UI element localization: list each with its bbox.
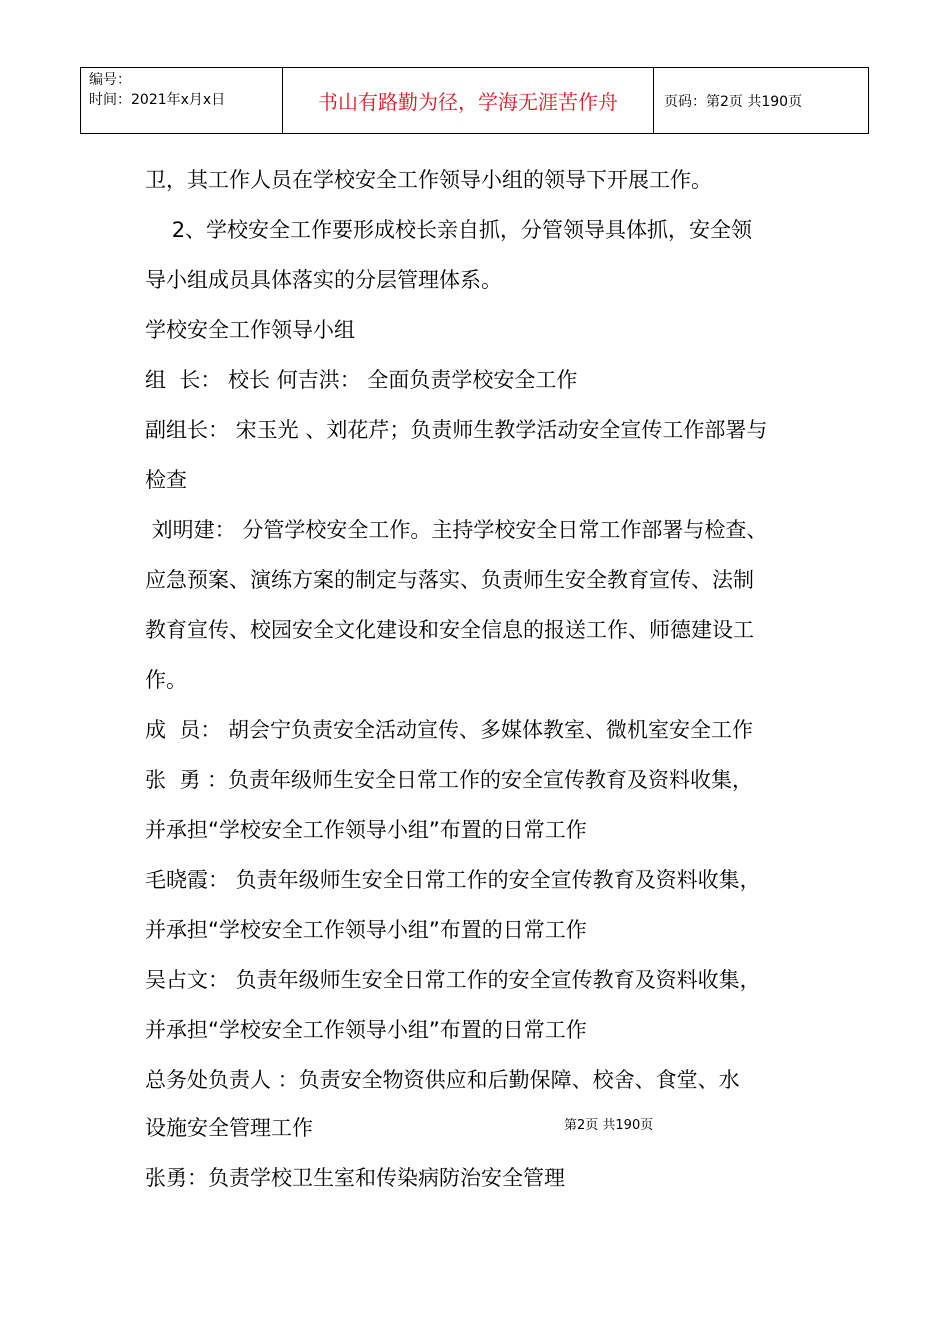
paragraph-line: 并承担“学校安全工作领导小组”布置的日常工作 bbox=[145, 818, 587, 842]
header-meta bbox=[81, 68, 283, 133]
paragraph-line: 卫，其工作人员在学校安全工作领导小组的领导下开展工作。 bbox=[145, 168, 712, 192]
page-footer-number: 第2页 共190页 bbox=[564, 1118, 654, 1133]
paragraph-line: 并承担“学校安全工作领导小组”布置的日常工作 bbox=[145, 1018, 587, 1042]
page-header bbox=[80, 67, 869, 134]
paragraph-line: 应急预案、演练方案的制定与落实、负责师生安全教育宣传、法制 bbox=[145, 568, 754, 592]
paragraph-line: 张 勇 ：负责年级师生安全日常工作的安全宣传教育及资料收集， bbox=[145, 768, 754, 792]
time-label: 时间：2021年x月x日 bbox=[89, 92, 226, 108]
paragraph-line: 作。 bbox=[145, 668, 187, 692]
paragraph-line: 刘明建： 分管学校安全工作。主持学校安全日常工作部署与检查、 bbox=[145, 518, 768, 542]
paragraph-line: 副组长： 宋玉光 、刘花芹；负责师生教学活动安全宣传工作部署与 bbox=[145, 418, 768, 442]
paragraph-line: 吴占文： 负责年级师生安全日常工作的安全宣传教育及资料收集， bbox=[145, 968, 761, 992]
paragraph-line: 教育宣传、校园安全文化建设和安全信息的报送工作、师德建设工 bbox=[145, 618, 754, 642]
header-page-info: 页码：第2页 共190页 bbox=[664, 93, 803, 110]
paragraph-line: 张勇：负责学校卫生室和传染病防治安全管理 bbox=[145, 1166, 565, 1190]
paragraph-line: 检查 bbox=[145, 468, 187, 492]
paragraph-line: 并承担“学校安全工作领导小组”布置的日常工作 bbox=[145, 918, 587, 942]
paragraph-line: 2、学校安全工作要形成校长亲自抓，分管领导具体抓，安全领 bbox=[145, 218, 753, 242]
paragraph-line: 毛晓霞： 负责年级师生安全日常工作的安全宣传教育及资料收集， bbox=[145, 868, 761, 892]
paragraph-line: 总务处负责人 ：负责安全物资供应和后勤保障、校舍、食堂、水 bbox=[145, 1068, 740, 1092]
paragraph-line: 导小组成员具体落实的分层管理体系。 bbox=[145, 268, 502, 292]
paragraph-line: 组 长： 校长 何吉洪： 全面负责学校安全工作 bbox=[145, 368, 578, 392]
paragraph-line: 成 员： 胡会宁负责安全活动宣传、多媒体教室、微机室安全工作 bbox=[145, 718, 754, 742]
header-motto: 书山有路勤为径，学海无涯苦作舟 bbox=[283, 68, 654, 133]
number-label: 编号： bbox=[89, 72, 131, 88]
section-heading: 学校安全工作领导小组 bbox=[145, 318, 355, 342]
paragraph-line: 设施安全管理工作 bbox=[145, 1116, 313, 1140]
